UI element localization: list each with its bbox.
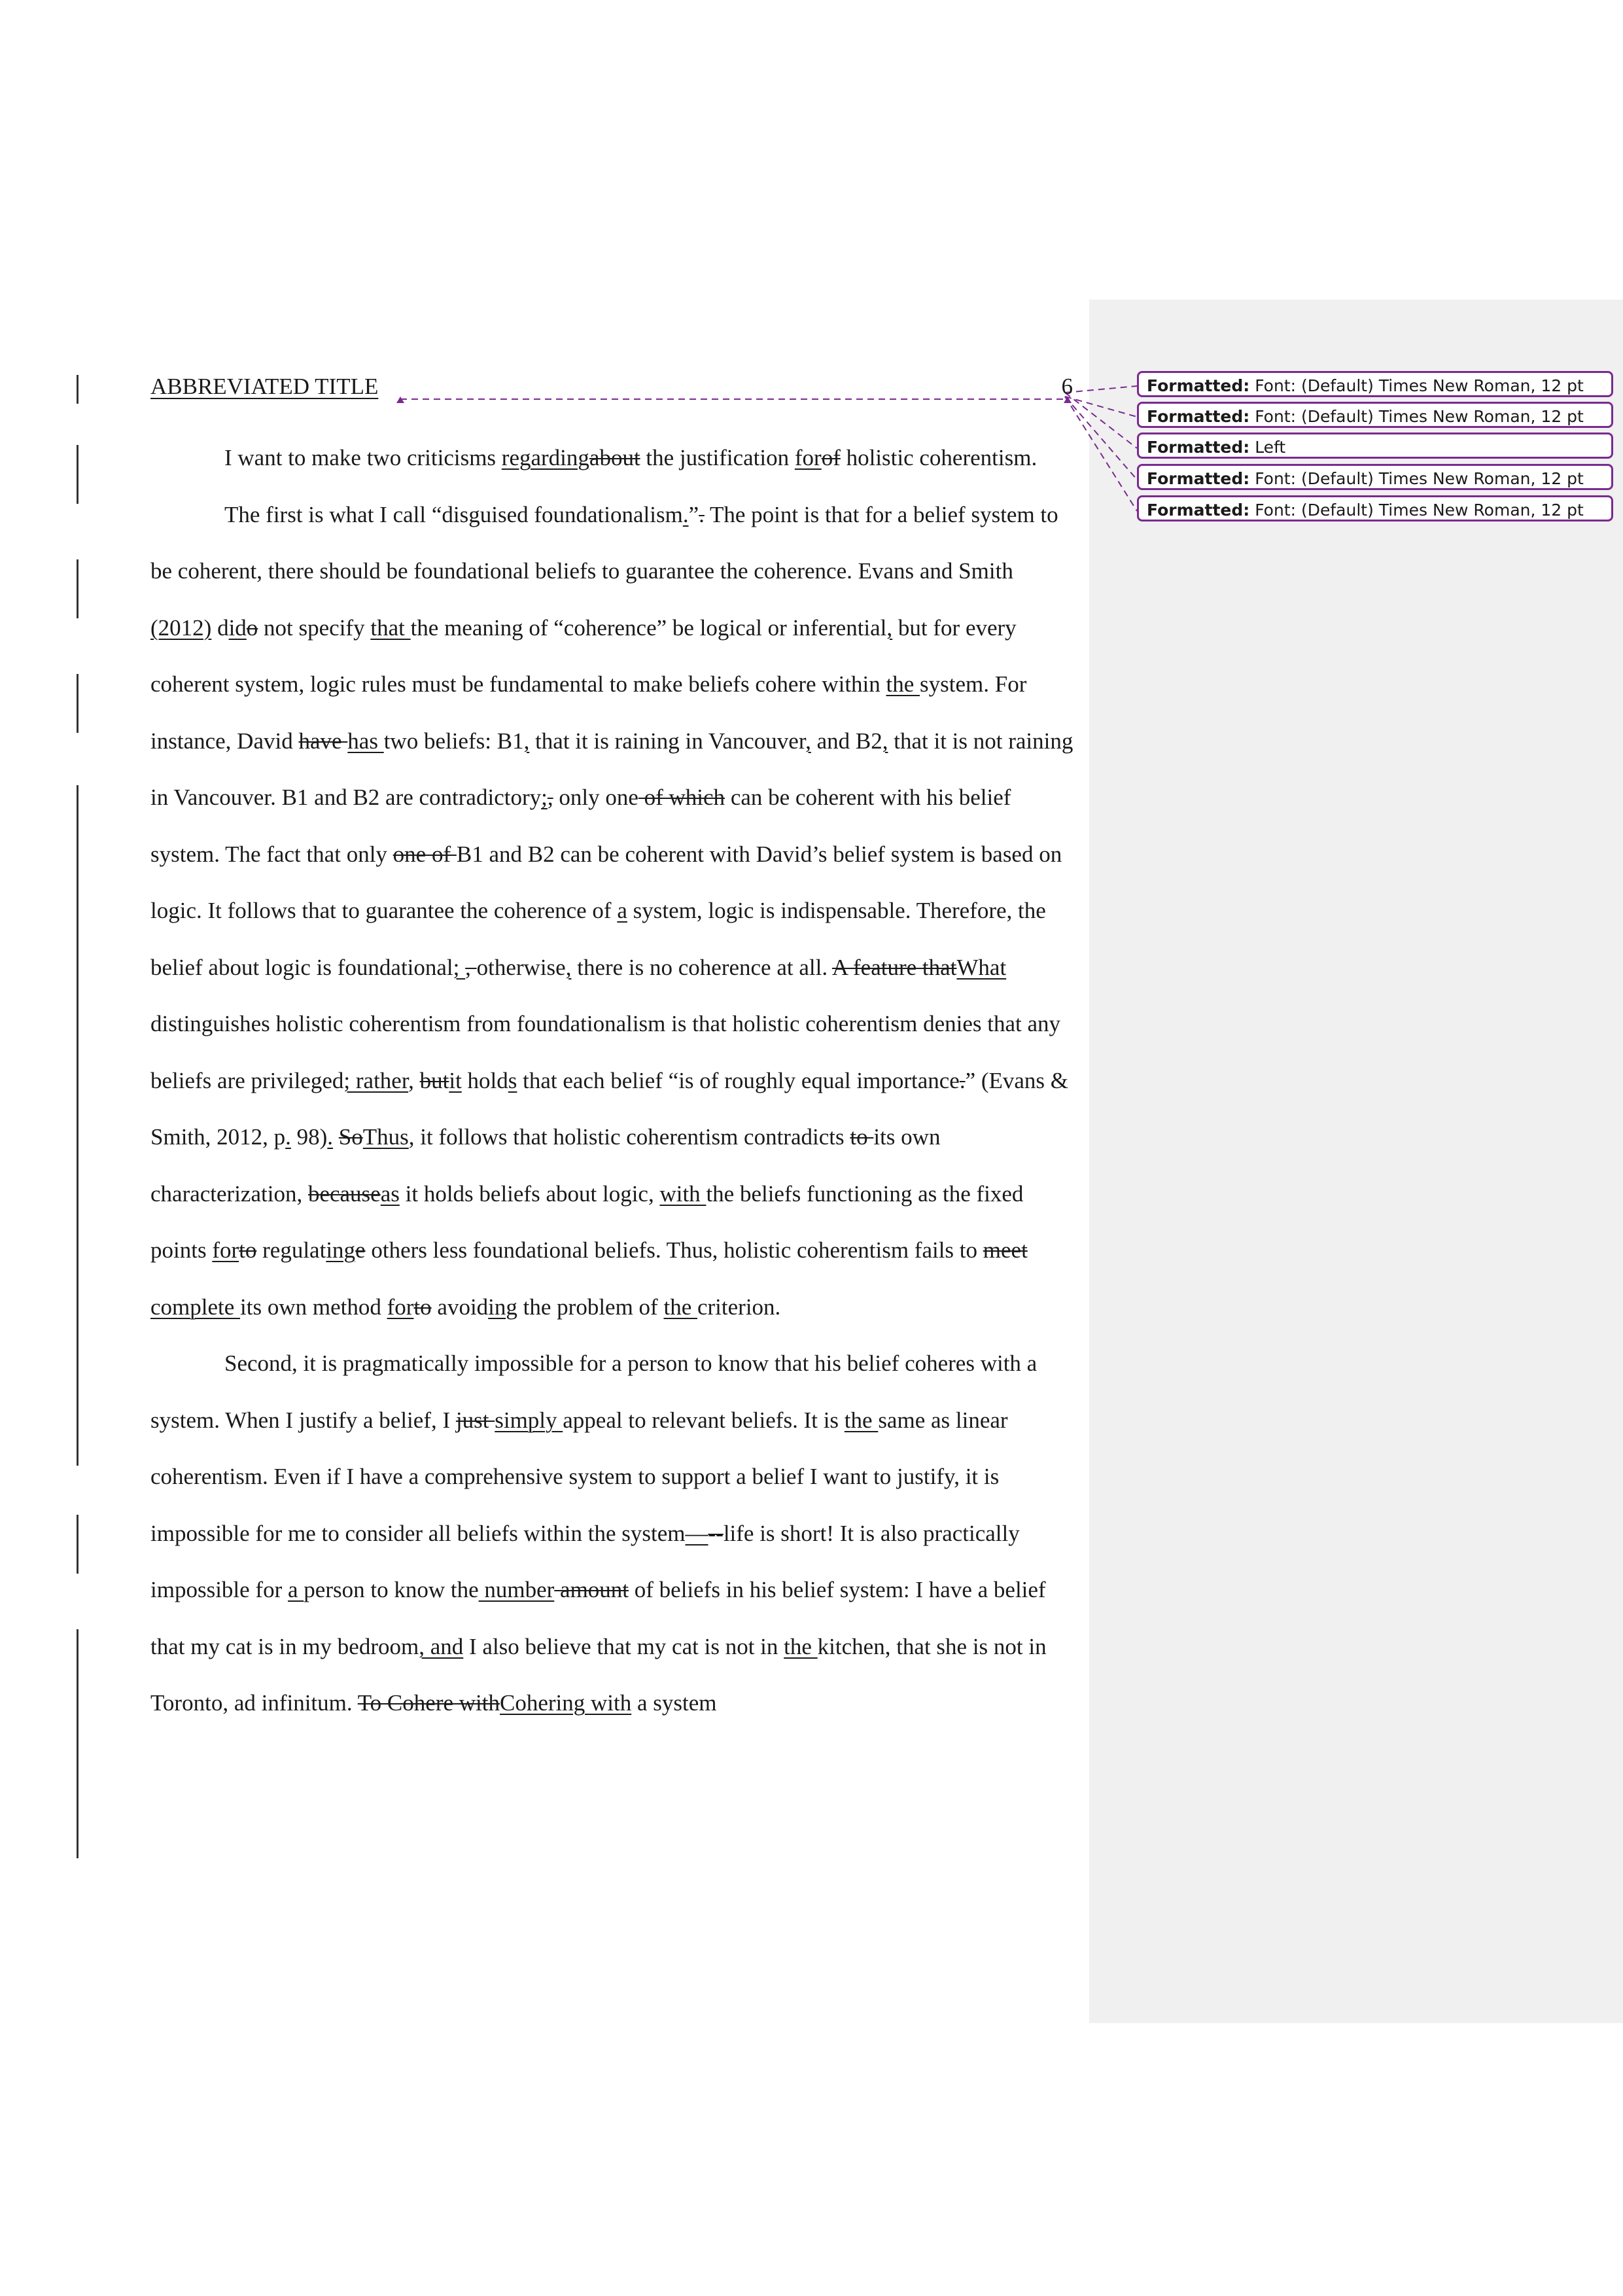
text-run: that it is not raining in Vancouver. B1 and B2 are contradictory — [150, 728, 1073, 810]
tracked-deletion: So — [338, 1124, 363, 1150]
tracked-deletion: to — [239, 1237, 257, 1263]
tracked-insertion: a — [287, 1577, 304, 1602]
text-run: that each belief “is of roughly equal importance — [517, 1067, 960, 1093]
tracked-deletion: to — [850, 1124, 874, 1150]
text-run: and B2 — [811, 728, 882, 754]
tracked-deletion: to — [413, 1294, 432, 1320]
text-run: ” — [688, 501, 699, 527]
tracked-deletion: of which — [638, 785, 725, 810]
text-run: person to know the — [304, 1577, 479, 1602]
tracked-insertion: the — [784, 1633, 818, 1659]
text-run: system, logic is indispensable. Therefore, the belief about logic is foundational — [150, 898, 1046, 980]
text-run: the justification — [640, 445, 795, 470]
tracked-deletion: e — [355, 1237, 366, 1263]
text-run: holistic coherentism. — [840, 445, 1038, 470]
tracked-insertion: , — [523, 728, 530, 754]
format-balloon[interactable] — [1137, 371, 1613, 397]
tracked-deletion: meet — [983, 1237, 1028, 1263]
text-run: , — [408, 1067, 420, 1093]
tracked-insertion: the — [886, 671, 920, 697]
tracked-insertion: , — [886, 614, 893, 641]
change-bar — [77, 445, 79, 504]
tracked-deletion: . — [959, 1067, 966, 1093]
tracked-insertion: complete — [150, 1294, 241, 1320]
tracked-insertion: for — [794, 445, 822, 470]
document-body[interactable] — [150, 430, 1079, 1732]
tracked-deletion: about — [589, 445, 640, 470]
tracked-deletion: A feature that — [831, 954, 957, 980]
paragraph[interactable] — [150, 430, 1079, 487]
balloon-detail: Font: (Default) Times New Roman, 12 pt — [1249, 407, 1584, 426]
format-balloon[interactable] — [1137, 402, 1613, 428]
change-bar — [77, 1515, 79, 1574]
text-run: a system — [631, 1690, 717, 1716]
text-run: , it follows that holistic coherentism contradicts — [408, 1124, 850, 1150]
text-run: not specify — [258, 614, 371, 641]
tracked-deletion: -- — [708, 1520, 724, 1546]
tracked-insertion: Cohering with — [499, 1690, 632, 1716]
tracked-deletion: , — [465, 954, 477, 980]
tracked-deletion: o — [246, 614, 258, 641]
tracked-insertion: ing — [326, 1237, 356, 1263]
text-run: hold — [461, 1067, 508, 1093]
text-run: I want to make two criticisms — [224, 445, 502, 470]
change-bar — [77, 785, 79, 1466]
tracked-insertion: that — [370, 614, 411, 641]
tracked-insertion: number — [478, 1577, 555, 1602]
format-balloon[interactable] — [1137, 495, 1613, 521]
text-run: kitchen, that she is not in Toronto, ad infinitum. — [150, 1633, 1047, 1716]
text-run: The point is that for a belief system to be coherent, there should be foundational beliefs to guarantee the coherence. Evans and Smith — [150, 501, 1058, 584]
tracked-insertion: as — [380, 1180, 400, 1207]
tracked-insertion: for — [212, 1237, 239, 1263]
text-run: there is no coherence at all. — [571, 954, 832, 980]
balloon-label: Formatted: — [1147, 438, 1250, 457]
tracked-insertion: it — [449, 1067, 462, 1093]
format-anchor-marker — [396, 397, 404, 403]
text-run: life is short! It is also practically impossible for — [150, 1520, 1020, 1602]
change-bar — [77, 1629, 79, 1858]
text-run: that it is raining in Vancouver — [529, 728, 806, 754]
change-bar — [77, 559, 79, 618]
text-run: 98) — [290, 1124, 328, 1150]
tracked-insertion: with — [659, 1180, 707, 1207]
balloon-detail: Font: (Default) Times New Roman, 12 pt — [1249, 376, 1584, 395]
tracked-insertion: the — [663, 1294, 697, 1320]
text-run: its own characterization, — [150, 1124, 941, 1207]
tracked-deletion: have — [298, 728, 348, 754]
tracked-insertion — [459, 955, 465, 980]
format-balloon[interactable] — [1137, 464, 1613, 490]
balloon-detail: Left — [1249, 438, 1286, 457]
tracked-insertion: Thus — [362, 1124, 409, 1150]
tracked-insertion: has — [347, 728, 384, 754]
tracked-insertion: (2012) — [150, 614, 212, 641]
text-run: others less foundational beliefs. Thus, holistic coherentism fails to — [365, 1237, 983, 1263]
text-run: but for every coherent system, logic rules must be fundamental to make beliefs cohere within — [150, 614, 1017, 697]
tracked-insertion: . — [285, 1124, 291, 1150]
text-run: it holds beliefs about logic, — [399, 1180, 660, 1207]
tracked-insertion: id — [228, 614, 247, 641]
format-balloon[interactable] — [1137, 433, 1613, 459]
change-bar — [77, 674, 79, 733]
text-run: same as linear coherentism. Even if I have a comprehensive system to support a belief I want to justify, it is impossible for me to consider all beliefs within the system — [150, 1407, 1008, 1546]
running-head-title: ABBREVIATED TITLE — [150, 374, 379, 399]
text-run: The first is what I call “disguised foundationalism — [224, 501, 683, 527]
tracked-insertion: the — [844, 1407, 879, 1433]
text-run: two beliefs: B1 — [383, 728, 524, 754]
text-run: its own method — [240, 1294, 387, 1320]
page-header — [150, 370, 1073, 403]
tracked-insertion: . — [327, 1124, 334, 1150]
tracked-insertion: , — [805, 728, 811, 754]
text-run: only one — [553, 785, 638, 810]
text-run: regulat — [256, 1237, 326, 1263]
text-run: the beliefs functioning as the fixed points — [150, 1180, 1024, 1263]
paragraph[interactable] — [150, 1335, 1079, 1732]
text-run: B1 and B2 can be coherent with David’s belief system is based on logic. It follows that to guarantee the coherence of — [150, 841, 1062, 923]
tracked-deletion: , — [547, 785, 553, 810]
tracked-insertion: ; — [453, 954, 460, 980]
tracked-insertion: , and — [419, 1633, 464, 1659]
text-run: can be coherent with his belief system. The fact that only — [150, 785, 1011, 867]
tracked-insertion: ing — [488, 1294, 517, 1320]
tracked-insertion: . — [682, 501, 689, 527]
text-run: avoid — [431, 1294, 489, 1320]
tracked-insertion: regarding — [501, 445, 589, 470]
tracked-insertion: ; — [541, 785, 548, 810]
text-run: the meaning of “coherence” be logical or inferential — [410, 614, 887, 641]
tracked-insertion: What — [956, 954, 1007, 980]
balloon-label: Formatted: — [1147, 376, 1250, 395]
tracked-insertion: s — [508, 1067, 517, 1093]
paragraph[interactable] — [150, 487, 1079, 1336]
page-number: 6 — [1061, 374, 1073, 399]
tracked-insertion: a — [617, 898, 627, 923]
text-run: the problem of — [517, 1294, 664, 1320]
tracked-deletion: of — [821, 445, 841, 470]
text-run — [333, 1124, 339, 1150]
tracked-deletion: amount — [554, 1577, 629, 1602]
tracked-insertion: , — [882, 728, 888, 754]
text-run: Second, it is pragmatically impossible for a person to know that his belief coheres with a system. When I justify a belief, I — [150, 1351, 1038, 1433]
text-run: otherwise — [476, 954, 566, 980]
balloon-label: Formatted: — [1147, 407, 1250, 426]
text-run: ” (Evans & Smith, 2012, p — [150, 1067, 1069, 1150]
text-run: system. For instance, David — [150, 671, 1027, 754]
text-run: appeal to relevant beliefs. It is — [563, 1407, 845, 1433]
balloon-label: Formatted: — [1147, 469, 1250, 488]
tracked-deletion: but — [419, 1067, 449, 1093]
text-run: criterion. — [697, 1294, 781, 1320]
tracked-deletion: one of — [393, 841, 457, 867]
tracked-deletion: just — [455, 1407, 495, 1433]
tracked-deletion: To Cohere with — [357, 1690, 500, 1716]
balloon-detail: Font: (Default) Times New Roman, 12 pt — [1249, 501, 1584, 520]
tracked-insertion: , — [565, 954, 572, 980]
text-run: d — [211, 614, 229, 641]
tracked-insertion: simply — [495, 1407, 563, 1433]
tracked-insertion: for — [387, 1294, 414, 1320]
text-run: of beliefs in his belief system: I have a belief that my cat is in my bedroom — [150, 1577, 1046, 1659]
change-bar — [77, 375, 79, 404]
format-anchor-marker — [1064, 397, 1072, 403]
tracked-deletion: because — [307, 1180, 381, 1207]
tracked-insertion: ; rather — [343, 1067, 409, 1093]
text-run: I also believe that my cat is not in — [463, 1633, 784, 1659]
balloon-label: Formatted: — [1147, 501, 1250, 520]
tracked-insertion: — — [685, 1520, 708, 1546]
balloon-detail: Font: (Default) Times New Roman, 12 pt — [1249, 469, 1584, 488]
tracked-deletion: . — [699, 501, 705, 527]
text-run: distinguishes holistic coherentism from foundationalism is that holistic coherentism denies that any beliefs are privileged — [150, 1011, 1061, 1093]
